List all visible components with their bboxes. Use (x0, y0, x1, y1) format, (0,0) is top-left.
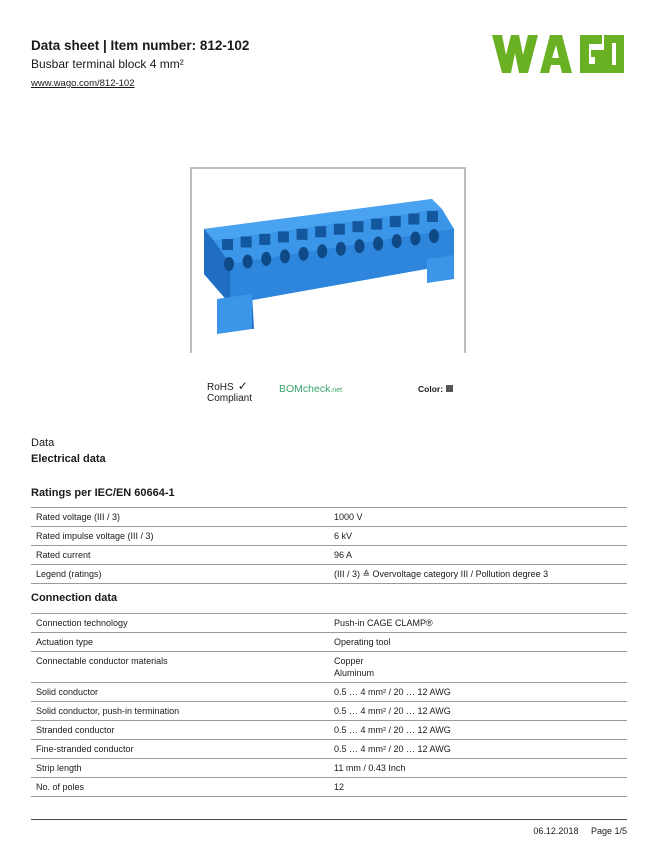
spec-value: Push-in CAGE CLAMP® (329, 614, 627, 633)
bomcheck-logo (279, 383, 342, 395)
spec-label: Stranded conductor (31, 721, 329, 740)
spec-label: Rated current (31, 546, 329, 565)
table-row (31, 652, 627, 683)
spec-label: Solid conductor (31, 683, 329, 702)
product-image (190, 167, 466, 353)
bomcheck-suffix: .net (330, 387, 343, 394)
rohs-label: RoHS (207, 382, 234, 393)
spec-label: Legend (ratings) (31, 565, 329, 584)
spec-label: Connectable conductor materials (31, 652, 329, 683)
table-row (31, 721, 627, 740)
spec-label: Rated voltage (III / 3) (31, 508, 329, 527)
connection-table (31, 613, 627, 797)
spec-value: 6 kV (329, 527, 627, 546)
spec-value: 96 A (329, 546, 627, 565)
rohs-badge (207, 381, 252, 404)
table-row (31, 683, 627, 702)
rohs-compliant-label: Compliant (207, 393, 253, 404)
table-row (31, 527, 627, 546)
section-electrical: Electrical data (31, 453, 106, 465)
spec-label: Connection technology (31, 614, 329, 633)
footer-page: Page 1/5 (590, 826, 627, 836)
table-row (31, 759, 627, 778)
spec-value: 0.5 … 4 mm² / 20 … 12 AWG (329, 683, 627, 702)
footer-date: 06.12.2018 (533, 826, 579, 836)
check-icon: ✓ (237, 379, 248, 393)
spec-value: (III / 3) ≙ Overvoltage category III / Pollution degree 3 (329, 565, 627, 584)
spec-value: 1000 V (329, 508, 627, 527)
table-row (31, 740, 627, 759)
bomcheck-text: BOMcheck (279, 383, 331, 395)
spec-label: Fine-stranded conductor (31, 740, 329, 759)
table-row (31, 778, 627, 797)
wago-logo (490, 33, 626, 75)
footer-divider (31, 819, 627, 820)
product-link[interactable]: www.wago.com/812-102 (31, 78, 135, 89)
spec-label: No. of poles (31, 778, 329, 797)
connection-heading: Connection data (31, 592, 118, 604)
table-row (31, 546, 627, 565)
spec-value: 0.5 … 4 mm² / 20 … 12 AWG (329, 740, 627, 759)
color-swatch (446, 385, 453, 392)
spec-value: Operating tool (329, 633, 627, 652)
spec-value: Copper Aluminum (329, 652, 627, 683)
table-row (31, 614, 627, 633)
table-row (31, 565, 627, 584)
color-indicator (418, 384, 453, 394)
page-title: Data sheet | Item number: 812-102 (31, 38, 250, 53)
spec-label: Actuation type (31, 633, 329, 652)
table-row (31, 702, 627, 721)
spec-value: 11 mm / 0.43 Inch (329, 759, 627, 778)
page-footer (523, 826, 627, 836)
ratings-heading: Ratings per IEC/EN 60664-1 (31, 487, 175, 499)
product-subtitle: Busbar terminal block 4 mm² (31, 57, 184, 71)
table-row (31, 508, 627, 527)
spec-value: 0.5 … 4 mm² / 20 … 12 AWG (329, 702, 627, 721)
spec-label: Strip length (31, 759, 329, 778)
spec-label: Rated impulse voltage (III / 3) (31, 527, 329, 546)
table-row (31, 633, 627, 652)
ratings-table (31, 507, 627, 584)
spec-label: Solid conductor, push-in termination (31, 702, 329, 721)
color-label: Color: (418, 384, 444, 394)
spec-value: 0.5 … 4 mm² / 20 … 12 AWG (329, 721, 627, 740)
section-data: Data (31, 437, 55, 449)
spec-value: 12 (329, 778, 627, 797)
